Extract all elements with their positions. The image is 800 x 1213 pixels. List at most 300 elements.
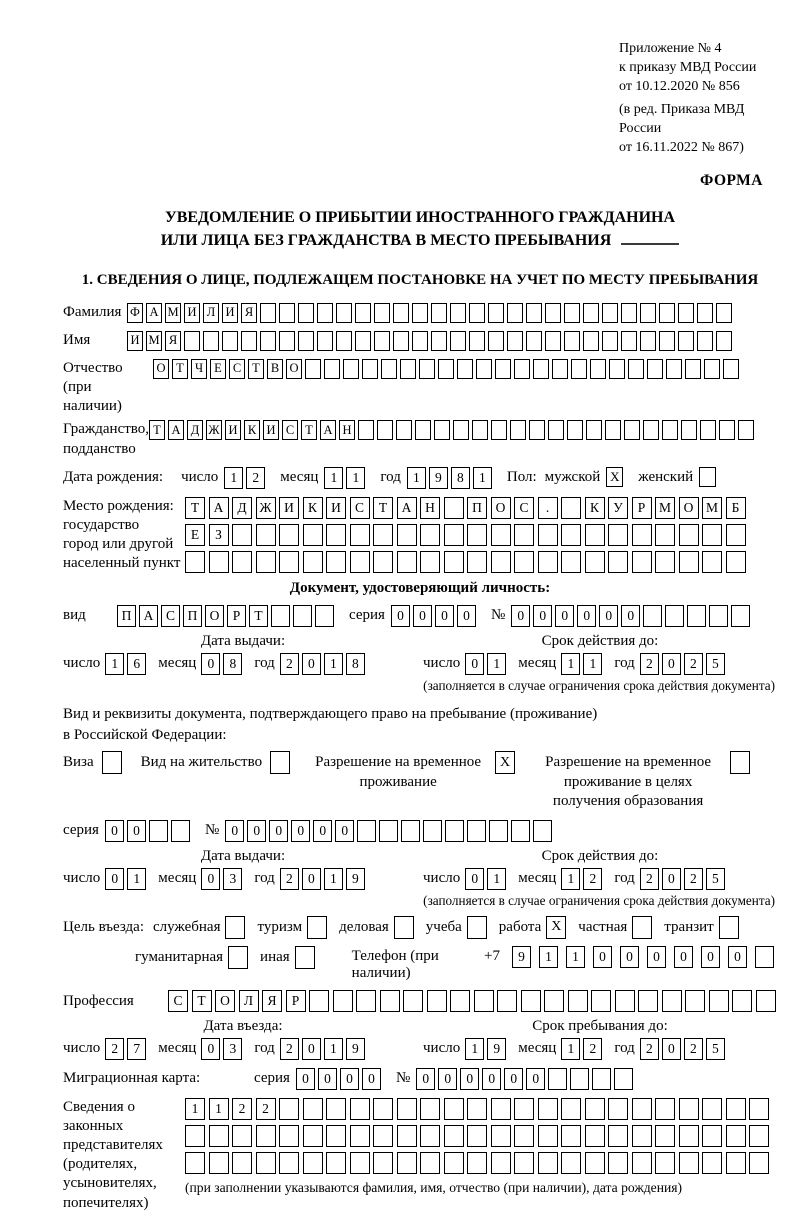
char-cell[interactable]: 0	[416, 1068, 435, 1090]
char-cell[interactable]: 1	[465, 1038, 484, 1060]
purpose-other-checkbox[interactable]	[295, 946, 315, 969]
char-cell[interactable]	[564, 303, 580, 323]
temp-residence-checkbox[interactable]: X	[495, 751, 515, 774]
char-cell[interactable]	[756, 990, 776, 1012]
char-cell[interactable]: 0	[391, 605, 410, 627]
char-cell[interactable]	[716, 331, 732, 351]
char-cell[interactable]: Т	[301, 420, 317, 440]
char-cell[interactable]: И	[222, 303, 238, 323]
char-cell[interactable]	[336, 303, 352, 323]
char-cell[interactable]	[373, 1152, 393, 1174]
char-cell[interactable]	[647, 359, 663, 379]
purpose-official-checkbox[interactable]	[225, 916, 245, 939]
char-cell[interactable]: 0	[701, 946, 720, 968]
char-cell[interactable]	[716, 303, 732, 323]
char-cell[interactable]: Ф	[127, 303, 143, 323]
char-cell[interactable]: К	[585, 497, 605, 519]
char-cell[interactable]	[529, 420, 545, 440]
entry-day-input[interactable]	[105, 1038, 149, 1060]
char-cell[interactable]: 0	[465, 868, 484, 890]
char-cell[interactable]	[564, 331, 580, 351]
residence-issue-year-input[interactable]	[280, 868, 368, 890]
char-cell[interactable]: С	[514, 497, 534, 519]
doc-issue-year-input[interactable]	[280, 653, 368, 675]
char-cell[interactable]: М	[702, 497, 722, 519]
char-cell[interactable]	[324, 359, 340, 379]
char-cell[interactable]	[679, 551, 699, 573]
char-cell[interactable]	[298, 303, 314, 323]
char-cell[interactable]: С	[282, 420, 298, 440]
char-cell[interactable]	[203, 331, 219, 351]
char-cell[interactable]	[497, 990, 517, 1012]
char-cell[interactable]: 0	[201, 653, 220, 675]
char-cell[interactable]	[293, 605, 312, 627]
char-cell[interactable]	[279, 524, 299, 546]
char-cell[interactable]: 8	[346, 653, 365, 675]
char-cell[interactable]	[608, 1098, 628, 1120]
char-cell[interactable]	[655, 1098, 675, 1120]
char-cell[interactable]: 1	[127, 868, 146, 890]
char-cell[interactable]: 9	[429, 467, 448, 489]
char-cell[interactable]	[491, 551, 511, 573]
char-cell[interactable]	[358, 420, 374, 440]
char-cell[interactable]	[697, 331, 713, 351]
sex-male-checkbox[interactable]: X	[606, 467, 623, 487]
entry-year-input[interactable]	[280, 1038, 368, 1060]
char-cell[interactable]: 2	[640, 1038, 659, 1060]
char-cell[interactable]: 0	[105, 820, 124, 842]
char-cell[interactable]: 0	[201, 868, 220, 890]
birth-day-input[interactable]	[224, 467, 268, 489]
char-cell[interactable]: 1	[561, 1038, 580, 1060]
char-cell[interactable]	[608, 1152, 628, 1174]
char-cell[interactable]	[702, 551, 722, 573]
purpose-private-checkbox[interactable]	[632, 916, 652, 939]
char-cell[interactable]	[491, 1125, 511, 1147]
char-cell[interactable]	[355, 303, 371, 323]
char-cell[interactable]	[279, 303, 295, 323]
char-cell[interactable]	[256, 1152, 276, 1174]
char-cell[interactable]	[303, 1098, 323, 1120]
char-cell[interactable]	[709, 990, 729, 1012]
char-cell[interactable]	[232, 1152, 252, 1174]
char-cell[interactable]	[303, 1125, 323, 1147]
char-cell[interactable]	[643, 605, 662, 627]
char-cell[interactable]	[538, 1098, 558, 1120]
migration-card-number-input[interactable]	[416, 1068, 636, 1090]
char-cell[interactable]: 0	[577, 605, 596, 627]
char-cell[interactable]: Л	[203, 303, 219, 323]
char-cell[interactable]	[491, 524, 511, 546]
char-cell[interactable]	[662, 990, 682, 1012]
char-cell[interactable]: Б	[726, 497, 746, 519]
char-cell[interactable]	[397, 1125, 417, 1147]
char-cell[interactable]: 1	[561, 653, 580, 675]
char-cell[interactable]	[679, 1098, 699, 1120]
residence-permit-checkbox[interactable]	[270, 751, 290, 774]
purpose-tourism-checkbox[interactable]	[307, 916, 327, 939]
char-cell[interactable]	[665, 605, 684, 627]
doc-series-input[interactable]	[391, 605, 479, 627]
char-cell[interactable]: 9	[512, 946, 531, 968]
char-cell[interactable]	[467, 1125, 487, 1147]
char-cell[interactable]	[350, 1152, 370, 1174]
char-cell[interactable]	[373, 551, 393, 573]
char-cell[interactable]: С	[168, 990, 188, 1012]
char-cell[interactable]	[279, 551, 299, 573]
char-cell[interactable]	[624, 420, 640, 440]
char-cell[interactable]	[469, 331, 485, 351]
char-cell[interactable]	[357, 820, 376, 842]
char-cell[interactable]: Ж	[206, 420, 222, 440]
char-cell[interactable]	[719, 420, 735, 440]
stay-month-input[interactable]	[561, 1038, 605, 1060]
char-cell[interactable]	[445, 820, 464, 842]
char-cell[interactable]: Т	[192, 990, 212, 1012]
char-cell[interactable]: 3	[223, 868, 242, 890]
char-cell[interactable]: 1	[224, 467, 243, 489]
char-cell[interactable]: Д	[232, 497, 252, 519]
char-cell[interactable]: Т	[172, 359, 188, 379]
char-cell[interactable]: 6	[127, 653, 146, 675]
char-cell[interactable]	[514, 1125, 534, 1147]
char-cell[interactable]: Р	[227, 605, 246, 627]
char-cell[interactable]: Л	[239, 990, 259, 1012]
profession-input[interactable]	[168, 990, 779, 1012]
char-cell[interactable]	[488, 303, 504, 323]
char-cell[interactable]: 1	[566, 946, 585, 968]
char-cell[interactable]: И	[263, 420, 279, 440]
char-cell[interactable]: 0	[296, 1068, 315, 1090]
char-cell[interactable]	[704, 359, 720, 379]
char-cell[interactable]	[585, 524, 605, 546]
char-cell[interactable]	[726, 551, 746, 573]
char-cell[interactable]: 1	[185, 1098, 205, 1120]
char-cell[interactable]	[241, 331, 257, 351]
char-cell[interactable]: 0	[225, 820, 244, 842]
purpose-humanitarian-checkbox[interactable]	[228, 946, 248, 969]
char-cell[interactable]: Я	[262, 990, 282, 1012]
char-cell[interactable]	[431, 331, 447, 351]
char-cell[interactable]: О	[205, 605, 224, 627]
char-cell[interactable]	[256, 1125, 276, 1147]
char-cell[interactable]: Т	[149, 420, 165, 440]
char-cell[interactable]	[427, 990, 447, 1012]
char-cell[interactable]: 2	[583, 868, 602, 890]
char-cell[interactable]: 2	[232, 1098, 252, 1120]
char-cell[interactable]: Р	[286, 990, 306, 1012]
char-cell[interactable]	[609, 359, 625, 379]
doc-valid-day-input[interactable]	[465, 653, 509, 675]
char-cell[interactable]	[350, 551, 370, 573]
char-cell[interactable]	[568, 990, 588, 1012]
char-cell[interactable]	[723, 359, 739, 379]
char-cell[interactable]	[552, 359, 568, 379]
char-cell[interactable]	[467, 820, 486, 842]
char-cell[interactable]	[514, 551, 534, 573]
char-cell[interactable]: М	[146, 331, 162, 351]
char-cell[interactable]	[491, 1098, 511, 1120]
char-cell[interactable]	[521, 990, 541, 1012]
char-cell[interactable]	[467, 524, 487, 546]
char-cell[interactable]	[403, 990, 423, 1012]
char-cell[interactable]	[326, 1125, 346, 1147]
char-cell[interactable]: 2	[280, 1038, 299, 1060]
char-cell[interactable]	[608, 1125, 628, 1147]
char-cell[interactable]: И	[225, 420, 241, 440]
char-cell[interactable]: С	[229, 359, 245, 379]
char-cell[interactable]	[396, 420, 412, 440]
char-cell[interactable]	[469, 303, 485, 323]
char-cell[interactable]: 0	[435, 605, 454, 627]
char-cell[interactable]	[420, 551, 440, 573]
char-cell[interactable]	[326, 1152, 346, 1174]
char-cell[interactable]: 1	[324, 868, 343, 890]
char-cell[interactable]	[702, 1125, 722, 1147]
char-cell[interactable]	[374, 331, 390, 351]
char-cell[interactable]	[585, 1098, 605, 1120]
char-cell[interactable]: О	[153, 359, 169, 379]
phone-input[interactable]	[507, 946, 777, 968]
char-cell[interactable]: О	[679, 497, 699, 519]
stay-day-input[interactable]	[465, 1038, 509, 1060]
char-cell[interactable]: К	[244, 420, 260, 440]
char-cell[interactable]	[373, 524, 393, 546]
citizenship-input[interactable]	[149, 420, 757, 440]
char-cell[interactable]: 2	[280, 868, 299, 890]
char-cell[interactable]	[434, 420, 450, 440]
char-cell[interactable]: 0	[620, 946, 639, 968]
char-cell[interactable]	[260, 331, 276, 351]
char-cell[interactable]	[336, 331, 352, 351]
char-cell[interactable]: 1	[105, 653, 124, 675]
char-cell[interactable]	[592, 1068, 611, 1090]
migration-card-series-input[interactable]	[296, 1068, 384, 1090]
char-cell[interactable]: 0	[413, 605, 432, 627]
char-cell[interactable]	[209, 1125, 229, 1147]
doc-valid-year-input[interactable]	[640, 653, 728, 675]
char-cell[interactable]	[317, 303, 333, 323]
char-cell[interactable]: Е	[210, 359, 226, 379]
doc-kind-input[interactable]	[117, 605, 337, 627]
char-cell[interactable]	[678, 303, 694, 323]
char-cell[interactable]	[697, 303, 713, 323]
char-cell[interactable]: 1	[407, 467, 426, 489]
char-cell[interactable]	[356, 990, 376, 1012]
char-cell[interactable]: Р	[632, 497, 652, 519]
char-cell[interactable]: 0	[340, 1068, 359, 1090]
char-cell[interactable]	[561, 1098, 581, 1120]
char-cell[interactable]: Ч	[191, 359, 207, 379]
char-cell[interactable]	[397, 524, 417, 546]
char-cell[interactable]	[514, 524, 534, 546]
char-cell[interactable]	[570, 1068, 589, 1090]
char-cell[interactable]	[412, 331, 428, 351]
char-cell[interactable]: 0	[127, 820, 146, 842]
char-cell[interactable]: 2	[684, 868, 703, 890]
char-cell[interactable]	[373, 1098, 393, 1120]
char-cell[interactable]: Е	[185, 524, 205, 546]
char-cell[interactable]	[303, 551, 323, 573]
char-cell[interactable]	[271, 605, 290, 627]
char-cell[interactable]	[545, 303, 561, 323]
char-cell[interactable]: 0	[674, 946, 693, 968]
char-cell[interactable]	[355, 331, 371, 351]
char-cell[interactable]: А	[146, 303, 162, 323]
patronymic-input[interactable]	[153, 359, 742, 379]
char-cell[interactable]	[755, 946, 774, 968]
char-cell[interactable]	[450, 990, 470, 1012]
sex-female-checkbox[interactable]	[699, 467, 716, 487]
char-cell[interactable]	[350, 524, 370, 546]
birth-place-row3-input[interactable]	[185, 551, 749, 573]
char-cell[interactable]	[561, 1125, 581, 1147]
char-cell[interactable]	[333, 990, 353, 1012]
char-cell[interactable]	[702, 1152, 722, 1174]
char-cell[interactable]: 0	[465, 653, 484, 675]
char-cell[interactable]	[185, 551, 205, 573]
char-cell[interactable]	[303, 524, 323, 546]
char-cell[interactable]: С	[161, 605, 180, 627]
char-cell[interactable]: 2	[246, 467, 265, 489]
char-cell[interactable]	[222, 331, 238, 351]
char-cell[interactable]	[659, 303, 675, 323]
char-cell[interactable]	[655, 1152, 675, 1174]
char-cell[interactable]	[444, 1152, 464, 1174]
char-cell[interactable]	[305, 359, 321, 379]
representatives-row1-input[interactable]	[185, 1098, 773, 1120]
char-cell[interactable]	[632, 1098, 652, 1120]
char-cell[interactable]: 1	[324, 467, 343, 489]
char-cell[interactable]	[444, 1125, 464, 1147]
char-cell[interactable]: Я	[165, 331, 181, 351]
doc-number-input[interactable]	[511, 605, 753, 627]
char-cell[interactable]	[495, 359, 511, 379]
char-cell[interactable]: 0	[269, 820, 288, 842]
char-cell[interactable]: О	[286, 359, 302, 379]
char-cell[interactable]	[659, 331, 675, 351]
char-cell[interactable]	[643, 420, 659, 440]
char-cell[interactable]: 8	[451, 467, 470, 489]
char-cell[interactable]: 0	[504, 1068, 523, 1090]
char-cell[interactable]	[393, 331, 409, 351]
char-cell[interactable]	[561, 551, 581, 573]
char-cell[interactable]	[548, 420, 564, 440]
char-cell[interactable]	[419, 359, 435, 379]
char-cell[interactable]: 5	[706, 868, 725, 890]
char-cell[interactable]	[474, 990, 494, 1012]
char-cell[interactable]	[232, 1125, 252, 1147]
char-cell[interactable]	[489, 820, 508, 842]
char-cell[interactable]	[209, 551, 229, 573]
char-cell[interactable]	[381, 359, 397, 379]
char-cell[interactable]	[615, 990, 635, 1012]
char-cell[interactable]: 5	[706, 1038, 725, 1060]
char-cell[interactable]	[655, 551, 675, 573]
residence-issue-day-input[interactable]	[105, 868, 149, 890]
char-cell[interactable]	[397, 1152, 417, 1174]
char-cell[interactable]: 0	[482, 1068, 501, 1090]
char-cell[interactable]: 0	[511, 605, 530, 627]
purpose-business-checkbox[interactable]	[394, 916, 414, 939]
residence-valid-month-input[interactable]	[561, 868, 605, 890]
char-cell[interactable]	[397, 1098, 417, 1120]
char-cell[interactable]	[457, 359, 473, 379]
char-cell[interactable]: 2	[280, 653, 299, 675]
char-cell[interactable]	[621, 303, 637, 323]
char-cell[interactable]	[450, 303, 466, 323]
char-cell[interactable]: А	[168, 420, 184, 440]
char-cell[interactable]	[726, 524, 746, 546]
char-cell[interactable]	[467, 551, 487, 573]
doc-issue-month-input[interactable]	[201, 653, 245, 675]
char-cell[interactable]	[444, 497, 464, 519]
char-cell[interactable]	[602, 303, 618, 323]
char-cell[interactable]: П	[467, 497, 487, 519]
char-cell[interactable]	[185, 1152, 205, 1174]
char-cell[interactable]: А	[209, 497, 229, 519]
char-cell[interactable]	[412, 303, 428, 323]
char-cell[interactable]: 1	[539, 946, 558, 968]
char-cell[interactable]	[640, 303, 656, 323]
char-cell[interactable]: 0	[662, 868, 681, 890]
char-cell[interactable]: 9	[346, 868, 365, 890]
char-cell[interactable]	[420, 524, 440, 546]
char-cell[interactable]	[431, 303, 447, 323]
char-cell[interactable]	[640, 331, 656, 351]
char-cell[interactable]: А	[320, 420, 336, 440]
char-cell[interactable]	[749, 1152, 769, 1174]
char-cell[interactable]	[350, 1125, 370, 1147]
char-cell[interactable]: 1	[346, 467, 365, 489]
char-cell[interactable]	[687, 605, 706, 627]
char-cell[interactable]	[538, 1125, 558, 1147]
char-cell[interactable]: С	[350, 497, 370, 519]
temp-residence-education-checkbox[interactable]	[730, 751, 750, 774]
char-cell[interactable]	[632, 1125, 652, 1147]
char-cell[interactable]: 1	[324, 653, 343, 675]
char-cell[interactable]	[326, 524, 346, 546]
doc-issue-day-input[interactable]	[105, 653, 149, 675]
char-cell[interactable]	[678, 331, 694, 351]
char-cell[interactable]: 0	[313, 820, 332, 842]
char-cell[interactable]	[171, 820, 190, 842]
char-cell[interactable]	[614, 1068, 633, 1090]
char-cell[interactable]	[732, 990, 752, 1012]
char-cell[interactable]: 2	[583, 1038, 602, 1060]
char-cell[interactable]	[401, 820, 420, 842]
char-cell[interactable]	[400, 359, 416, 379]
char-cell[interactable]	[185, 1125, 205, 1147]
char-cell[interactable]: 2	[105, 1038, 124, 1060]
residence-series-input[interactable]	[105, 820, 193, 842]
char-cell[interactable]	[450, 331, 466, 351]
purpose-transit-checkbox[interactable]	[719, 916, 739, 939]
char-cell[interactable]: 2	[640, 653, 659, 675]
char-cell[interactable]	[232, 524, 252, 546]
char-cell[interactable]: И	[127, 331, 143, 351]
char-cell[interactable]: Т	[248, 359, 264, 379]
char-cell[interactable]: П	[117, 605, 136, 627]
char-cell[interactable]: 1	[487, 653, 506, 675]
representatives-row2-input[interactable]	[185, 1125, 773, 1147]
char-cell[interactable]: Н	[339, 420, 355, 440]
char-cell[interactable]	[303, 1152, 323, 1174]
char-cell[interactable]: 0	[647, 946, 666, 968]
char-cell[interactable]	[420, 1098, 440, 1120]
char-cell[interactable]	[209, 1152, 229, 1174]
surname-input[interactable]	[127, 303, 735, 323]
